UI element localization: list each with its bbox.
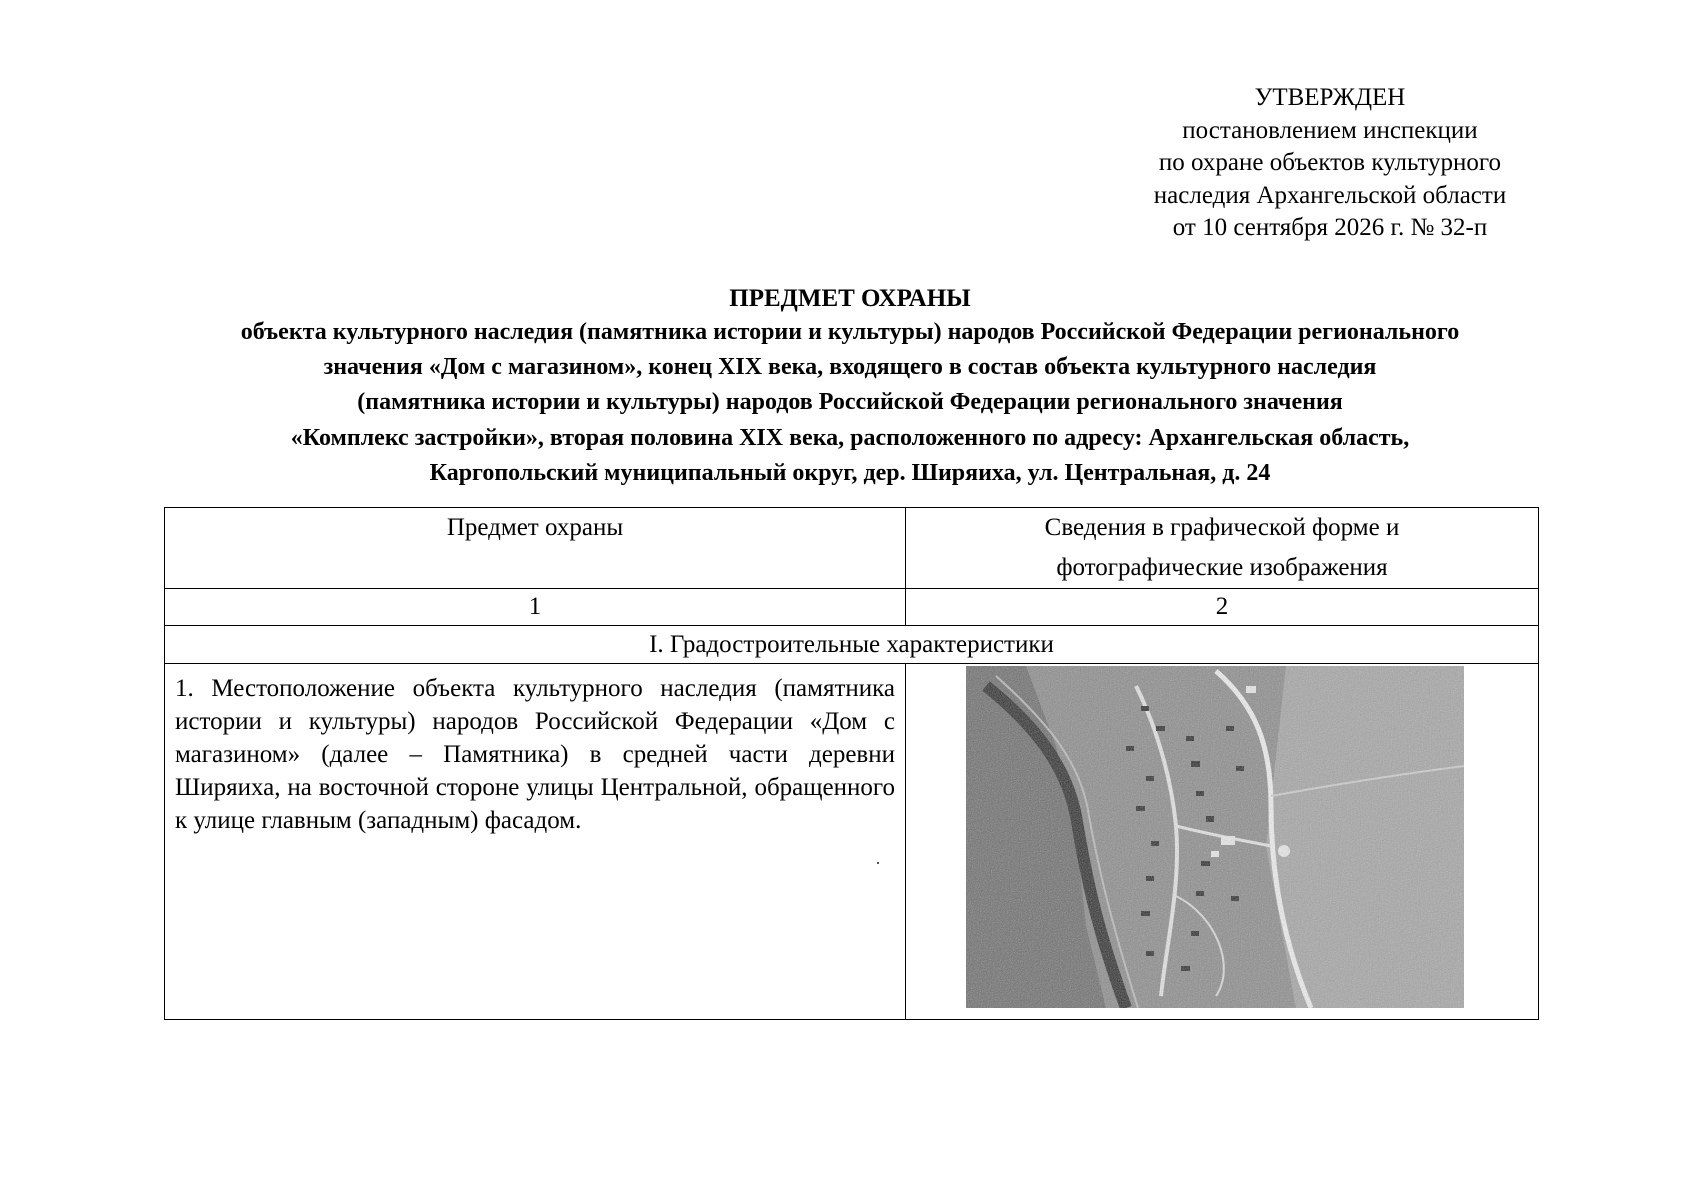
- approval-line: постановлением инспекции: [1182, 116, 1478, 144]
- approval-stamp: [1100, 82, 1560, 245]
- approval-line: наследия Архангельской области: [1153, 181, 1507, 209]
- document-title: [100, 283, 1600, 491]
- title-subtitle: объекта культурного наследия (памятника истории и культуры) народов Российской Федерации регионального значения «Дом с магазином», конец XIX века, входящего в состав объекта культурного наследия (памятника истории и культуры) народов Российской Федерации регионального значения «Комплекс застройки», вторая половина XIX века, расположенного по адресу: Архангельская область, Каргопольский муниципальный округ, дер. Ширяиха, ул. Центральная, д. 24: [240, 319, 1460, 486]
- column-number: 2: [906, 589, 1539, 626]
- header-subject: Предмет охраны: [165, 508, 906, 589]
- approval-date: от 10 сентября 2026 г. № 32-п: [1172, 214, 1488, 241]
- column-number: 1: [165, 589, 906, 626]
- item-location-text: 1. Местоположение объекта культурного наследия (памятника истории и культуры) народов Российской Федерации «Дом с магазином» (далее – Памятника) в средней части деревни Ширяиха, на восточной стороне улицы Центральной, обращенного к улице главным (западным) фасадом.: [165, 664, 906, 1020]
- approval-line: по охране объектов культурного: [1158, 149, 1502, 176]
- header-graphics: Сведения в графической форме и фотографические изображения: [906, 508, 1539, 589]
- protection-subject-table: [164, 507, 1539, 1020]
- item-photo-cell: [906, 664, 1539, 1020]
- approval-title: УТВЕРЖДЕН: [1254, 84, 1406, 111]
- section-title: I. Градостроительные характеристики: [165, 626, 1539, 664]
- title-main: ПРЕДМЕТ ОХРАНЫ: [729, 285, 971, 312]
- aerial-photo: [966, 666, 1464, 1008]
- scan-speck: [877, 862, 879, 864]
